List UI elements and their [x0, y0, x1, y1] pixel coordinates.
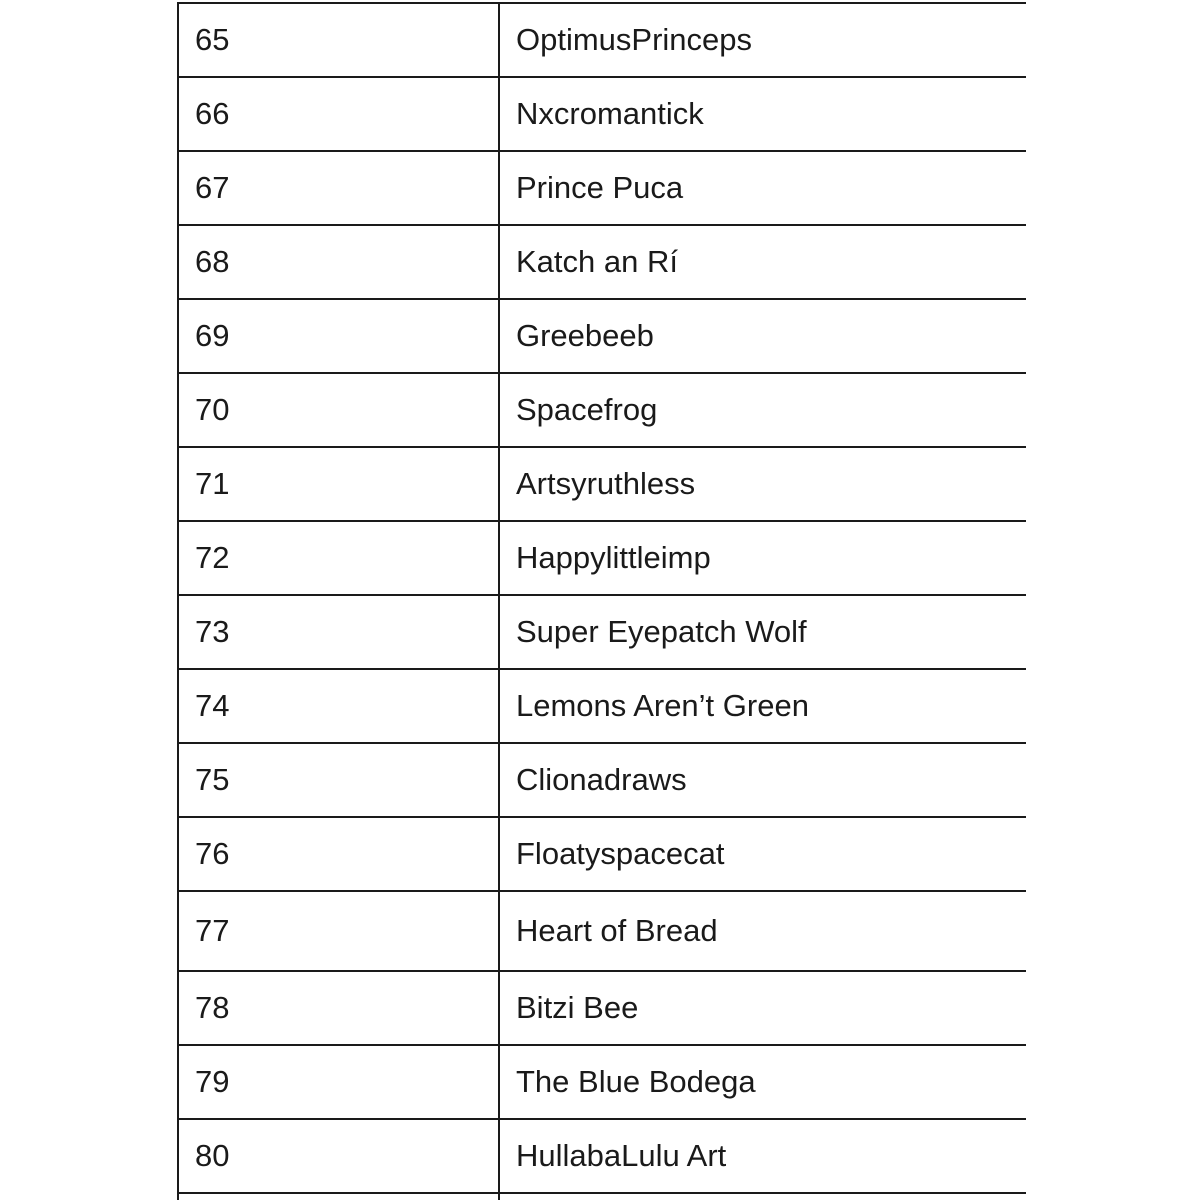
row-number-cell: 65 [178, 3, 499, 77]
row-name-cell: Nxcromantick [499, 77, 1026, 151]
table-row [178, 299, 1026, 373]
table-row [178, 595, 1026, 669]
row-name-cell: Clionadraws [499, 743, 1026, 817]
row-number-cell: 80 [178, 1119, 499, 1193]
row-number-cell: 74 [178, 669, 499, 743]
row-name-cell: Happylittleimp [499, 521, 1026, 595]
table-row [178, 447, 1026, 521]
row-name-cell: Spacefrog [499, 373, 1026, 447]
row-number-cell: 77 [178, 891, 499, 971]
row-number-cell: 73 [178, 595, 499, 669]
row-number-cell: 78 [178, 971, 499, 1045]
table-row [178, 1045, 1026, 1119]
table-row [178, 971, 1026, 1045]
table-row [178, 77, 1026, 151]
table-row [178, 1193, 1026, 1200]
table-row [178, 1119, 1026, 1193]
row-name-cell: Lemons Aren’t Green [499, 669, 1026, 743]
row-number-cell: 70 [178, 373, 499, 447]
table-row [178, 669, 1026, 743]
document-table-container [177, 2, 1026, 1200]
row-name-cell: Floatyspacecat [499, 817, 1026, 891]
table-row [178, 373, 1026, 447]
row-name-cell: Greebeeb [499, 299, 1026, 373]
row-number-cell: 68 [178, 225, 499, 299]
row-name-cell: OptimusPrinceps [499, 3, 1026, 77]
table-row [178, 521, 1026, 595]
row-number-cell: 79 [178, 1045, 499, 1119]
row-name-cell: Katch an Rí [499, 225, 1026, 299]
row-name-cell: Super Eyepatch Wolf [499, 595, 1026, 669]
table-row [178, 225, 1026, 299]
row-name-cell: Bitzi Bee [499, 971, 1026, 1045]
table-row [178, 743, 1026, 817]
table-row [178, 891, 1026, 971]
row-name-cell: Artsyruthless [499, 447, 1026, 521]
table-row [178, 151, 1026, 225]
row-name-cell [499, 1193, 1026, 1200]
row-number-cell [178, 1193, 499, 1200]
row-number-cell: 71 [178, 447, 499, 521]
row-number-cell: 69 [178, 299, 499, 373]
row-number-cell: 76 [178, 817, 499, 891]
row-name-cell: The Blue Bodega [499, 1045, 1026, 1119]
row-number-cell: 72 [178, 521, 499, 595]
table-row [178, 817, 1026, 891]
row-name-cell: HullabaLulu Art [499, 1119, 1026, 1193]
row-number-cell: 66 [178, 77, 499, 151]
row-number-cell: 75 [178, 743, 499, 817]
entries-table [177, 2, 1026, 1200]
row-name-cell: Prince Puca [499, 151, 1026, 225]
table-row [178, 3, 1026, 77]
row-name-cell: Heart of Bread [499, 891, 1026, 971]
row-number-cell: 67 [178, 151, 499, 225]
